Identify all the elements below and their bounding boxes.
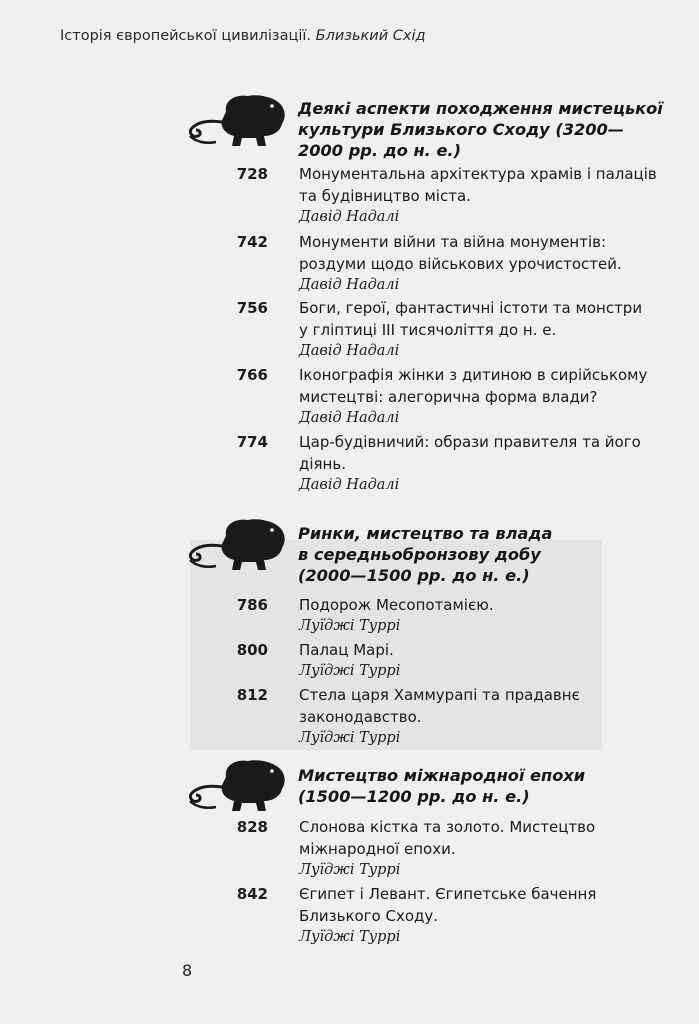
section-title-line: Мистецтво міжнародної епохи [298, 766, 586, 785]
section-title-2 [298, 523, 678, 586]
entry-title-line: Палац Марі. [299, 641, 394, 659]
entry-title-line: Єгипет і Левант. Єгипетське бачення [299, 885, 597, 903]
entry-author: Луїджі Туррі [299, 618, 401, 634]
entry-author: Давід Надалі [299, 343, 400, 359]
section-title-line: (1500—1200 рр. до н. е.) [298, 787, 530, 806]
section-title-line: культури Близького Сходу (3200— [298, 120, 624, 139]
entry-title [299, 163, 671, 207]
entry-title [299, 231, 671, 275]
page-number: 8 [182, 961, 193, 980]
entry-title-line: діянь. [299, 455, 346, 473]
entry-page: 766 [236, 366, 268, 384]
entry-page: 828 [236, 818, 268, 836]
entry-author: Давід Надалі [299, 477, 400, 493]
lion-icon [186, 516, 290, 576]
entry-page: 774 [236, 433, 268, 451]
section-title-line: в середньобронзову добу [298, 545, 541, 564]
running-head-book: Історія європейської цивилізації. [60, 28, 312, 44]
section-title-line: (2000—1500 рр. до н. е.) [298, 566, 530, 585]
entry-author: Давід Надалі [299, 277, 400, 293]
section-title-line: 2000 рр. до н. е.) [298, 141, 461, 160]
entry-title-line: Слонова кістка та золото. Мистецтво [299, 818, 596, 836]
entry-title-line: Боги, герої, фантастичні істоти та монстри [299, 299, 643, 317]
lion-icon [186, 92, 290, 152]
entry-title [299, 297, 671, 341]
entry-title [299, 883, 671, 927]
entry-title [299, 816, 671, 860]
entry-title-line: Стела царя Хаммурапі та прадавнє [299, 686, 580, 704]
entry-title [299, 431, 671, 475]
entry-page: 800 [236, 641, 268, 659]
entry-title-line: мистецтві: алегорична форма влади? [299, 388, 598, 406]
entry-title [299, 639, 671, 661]
entry-page: 756 [236, 299, 268, 317]
entry-title-line: Іконографія жінки з дитиною в сирійському [299, 366, 648, 384]
running-head-volume: Близький Схід [315, 28, 426, 44]
entry-author: Давід Надалі [299, 209, 400, 225]
entry-title [299, 684, 671, 728]
entry-page: 842 [236, 885, 268, 903]
entry-author: Луїджі Туррі [299, 862, 401, 878]
entry-title-line: законодавство. [299, 708, 422, 726]
entry-page: 728 [236, 165, 268, 183]
entry-author: Луїджі Туррі [299, 929, 401, 945]
entry-title-line: Монументи війни та війна монументів: [299, 233, 607, 251]
running-head [60, 28, 426, 44]
entry-page: 812 [236, 686, 268, 704]
entry-title-line: Монументальна архітектура храмів і палаців [299, 165, 657, 183]
entry-title-line: та будівництво міста. [299, 187, 471, 205]
section-title-line: Деякі аспекти походження мистецької [298, 99, 663, 118]
entry-title-line: міжнародної епохи. [299, 840, 456, 858]
entry-title-line: у гліптиці ІІІ тисячоліття до н. е. [299, 321, 557, 339]
section-title-1 [298, 98, 678, 161]
entry-author: Луїджі Туррі [299, 663, 401, 679]
entry-page: 742 [236, 233, 268, 251]
entry-title-line: Цар-будівничий: образи правителя та його [299, 433, 641, 451]
entry-title [299, 364, 671, 408]
entry-title-line: Подорож Месопотамією. [299, 596, 494, 614]
entry-title [299, 594, 671, 616]
entry-page: 786 [236, 596, 268, 614]
entry-author: Луїджі Туррі [299, 730, 401, 746]
section-title-3 [298, 765, 678, 807]
lion-icon [186, 757, 290, 817]
entry-title-line: Близького Сходу. [299, 907, 439, 925]
section-title-line: Ринки, мистецтво та влада [298, 524, 553, 543]
entry-title-line: роздуми щодо військових урочистостей. [299, 255, 622, 273]
entry-author: Давід Надалі [299, 410, 400, 426]
